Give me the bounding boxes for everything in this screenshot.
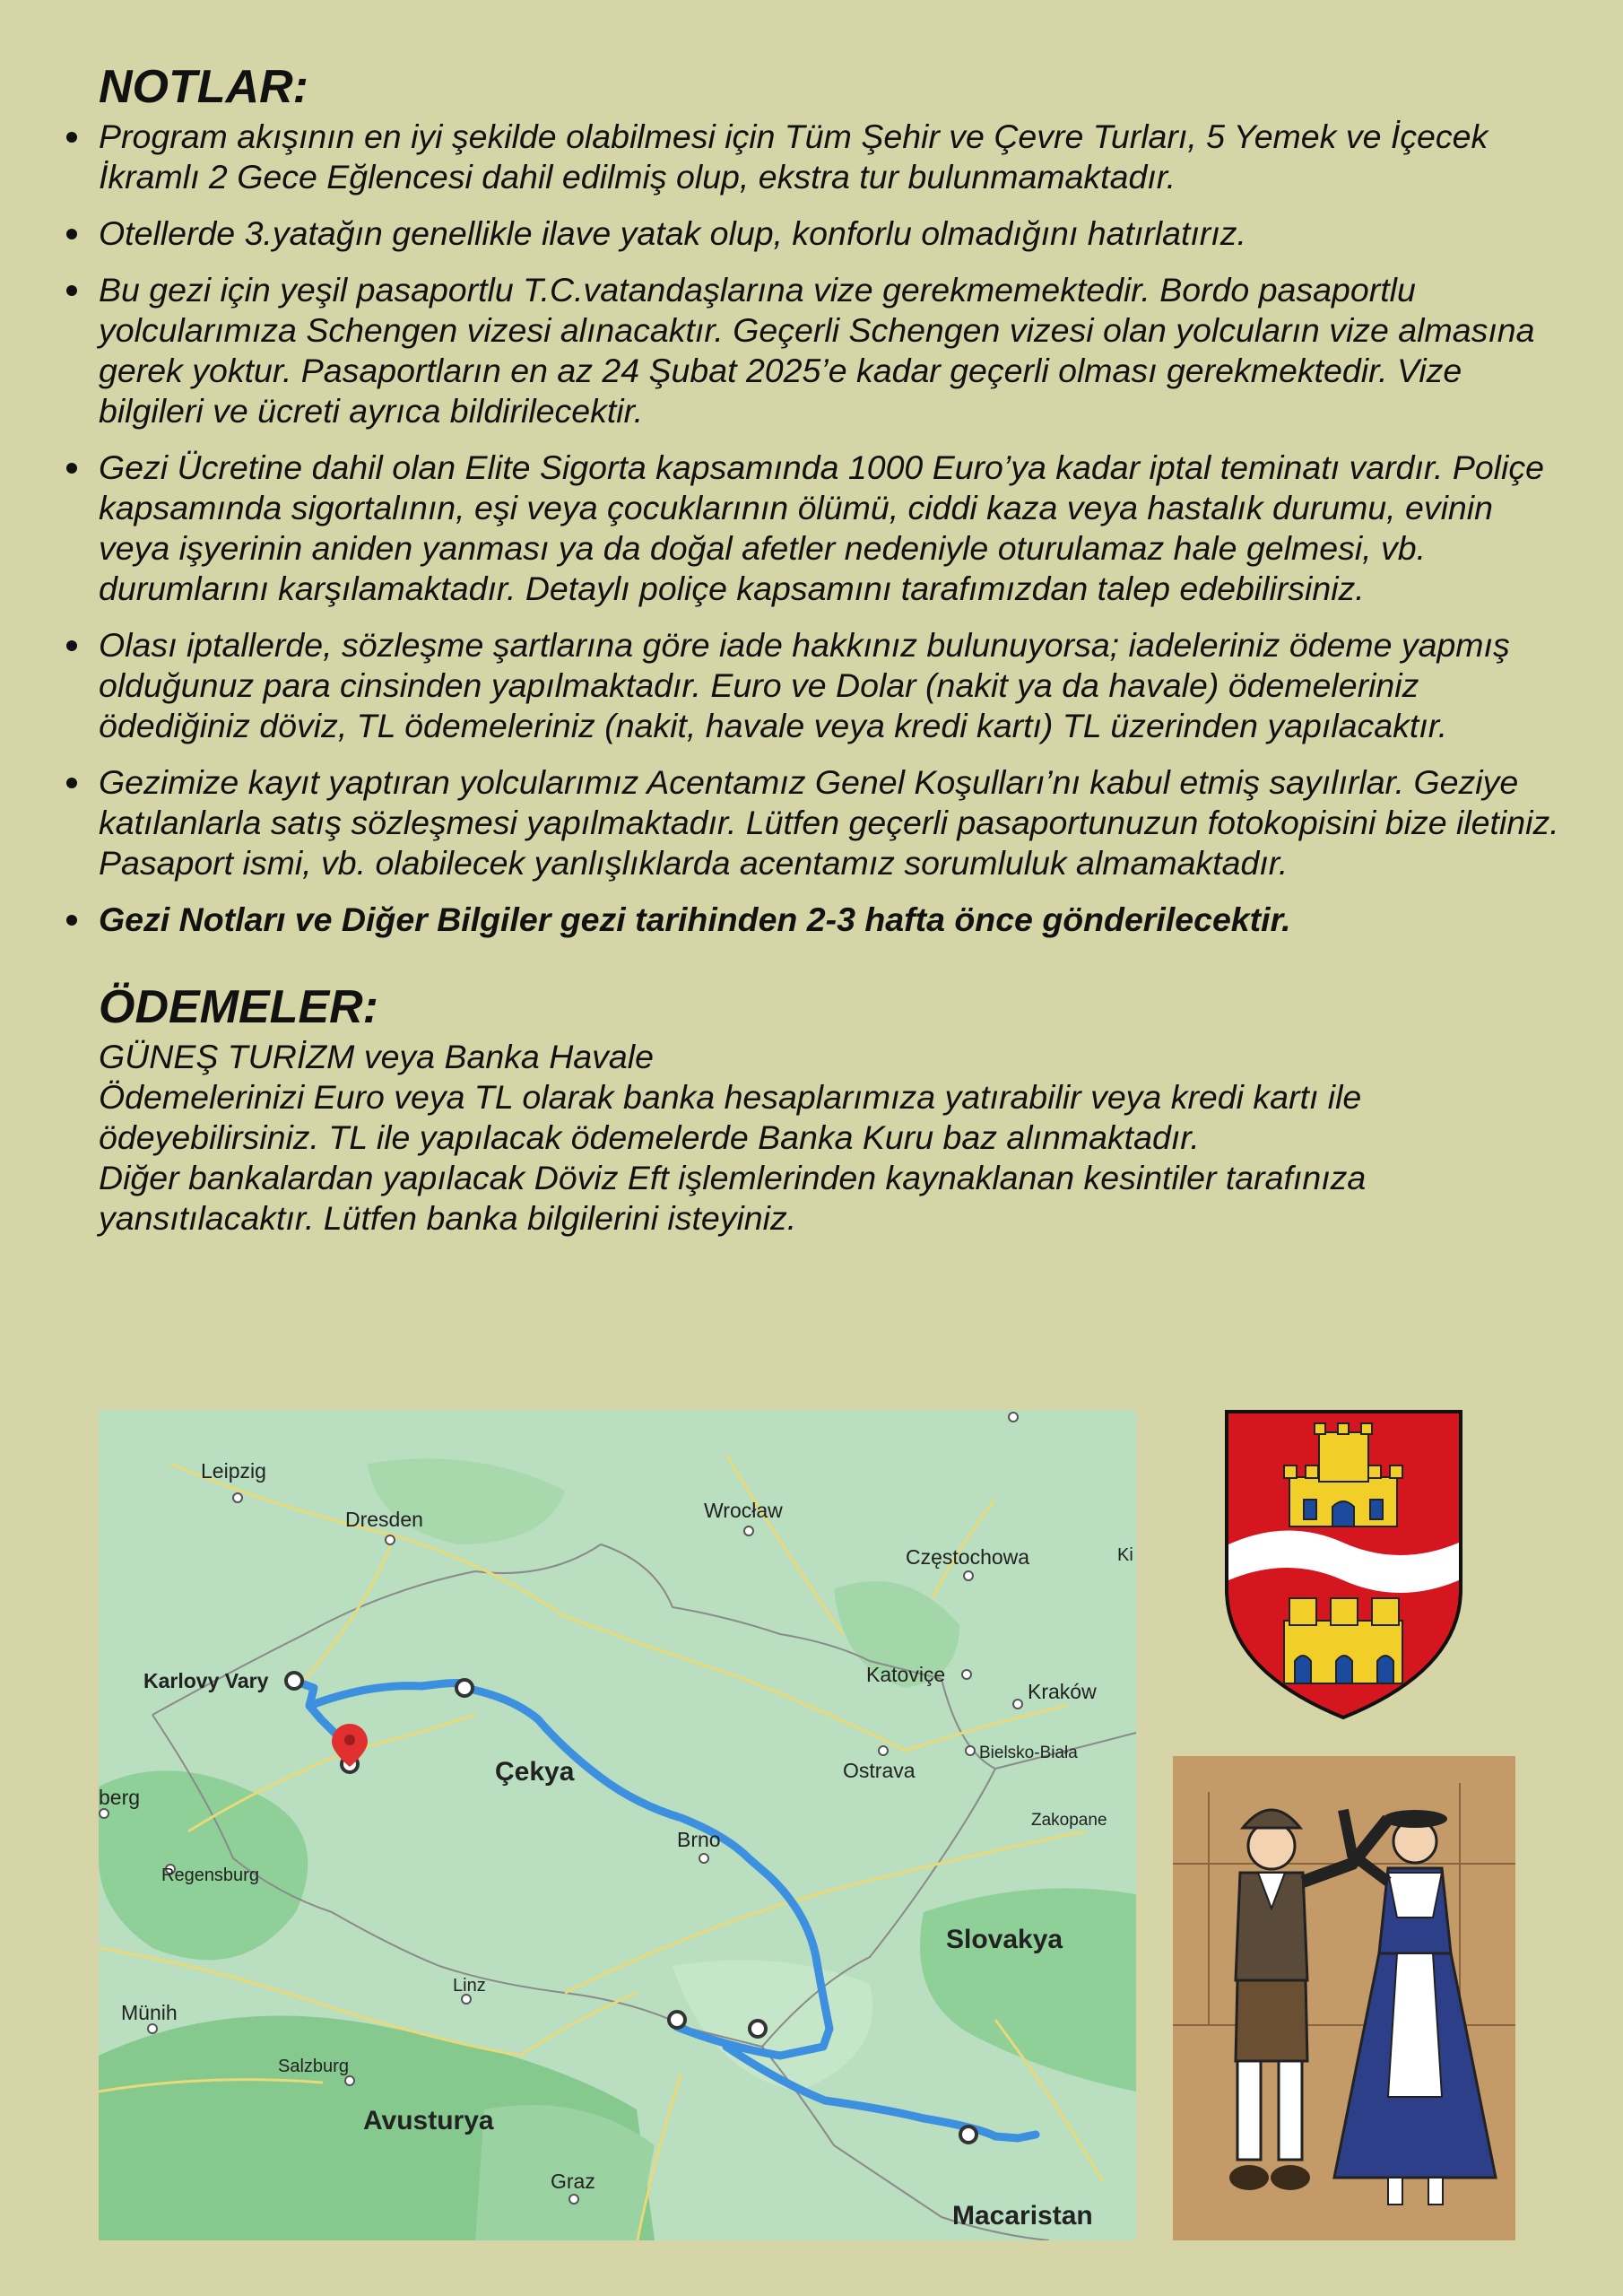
castle-bottom-icon (1284, 1598, 1402, 1683)
country-label: Avusturya (363, 2106, 494, 2135)
main-content (99, 61, 1569, 1239)
route-map (99, 1410, 1136, 2240)
city-label: berg (99, 1786, 141, 1809)
country-label: Çekya (495, 1757, 575, 1787)
payments-body (99, 1037, 1569, 1239)
folk-dancers-illustration (1173, 1756, 1515, 2240)
notes-list (99, 117, 1569, 940)
note-item-bold: Gezi Notları ve Diğer Bilgiler gezi tarihinden 2-3 hafta önce gönderilecektir. (99, 900, 1569, 940)
city-label: Wrocław (704, 1499, 783, 1522)
terrain (99, 1458, 1136, 2240)
note-item: Gezi Ücretine dahil olan Elite Sigorta kapsamında 1000 Euro’ya kadar iptal teminatı vardır. Poliçe kapsamında sigortalının, eşi veya çocuklarının ölümü, ciddi kaza veya hastalık durumu, evinin veya işyerinin aniden yanması ya da doğal afetler nedeniyle oturulamaz hale gelmesi, vb. durumlarını karşılamaktadır. Detaylı poliçe kapsamını tarafımızdan talep edebilirsiniz. (99, 448, 1569, 609)
note-item: Program akışının en iyi şekilde olabilmesi için Tüm Şehir ve Çevre Turları, 5 Yemek ve İçecek İkramlı 2 Gece Eğlencesi dahil edilmiş olup, ekstra tur bulunmamaktadır. (99, 117, 1569, 197)
notes-title: NOTLAR: (99, 61, 308, 113)
payments-line: Diğer bankalardan yapılacak Döviz Eft işlemlerinden kaynaklanan kesintiler tarafınıza yansıtılacaktır. Lütfen banka bilgilerini isteyiniz. (99, 1159, 1367, 1237)
city-label: Leipzig (201, 1459, 266, 1483)
city-label: Münih (121, 2001, 178, 2024)
payments-title: ÖDEMELER: (99, 981, 378, 1033)
payments-line: Ödemelerinizi Euro veya TL olarak banka hesaplarımıza yatırabilir veya kredi kartı ile ödeyebilirsiniz. TL ile yapılacak ödemelerde Banka Kuru baz alınmaktadır. (99, 1078, 1362, 1156)
city-label: Graz (551, 2170, 595, 2193)
city-label: Ostrava (843, 1759, 916, 1782)
city-label: Częstochowa (906, 1545, 1030, 1569)
city-label: Karlovy Vary (143, 1669, 269, 1692)
note-item: Otellerde 3.yatağın genellikle ilave yatak olup, konforlu olmadığını hatırlatırız. (99, 213, 1569, 254)
city-label: Katoviçe (866, 1663, 946, 1686)
city-label: Brno (677, 1828, 721, 1851)
city-label: Zakopane (1031, 1811, 1107, 1830)
note-item: Gezimize kayıt yaptıran yolcularımız Acentamız Genel Koşulları’nı kabul etmiş sayılırlar. Geziye katılanlarla satış sözleşmesi yapılmaktadır. Lütfen geçerli pasaportunuzun fotokopisini bize iletiniz. Pasaport ismi, vb. olabilecek yanlışlıklarda acentamız sorumluluk almamaktadır. (99, 762, 1569, 883)
city-label: Kraków (1028, 1680, 1097, 1703)
city-label: Bielsko-Biała (979, 1744, 1078, 1762)
city-label: Dresden (345, 1508, 423, 1531)
note-item: Bu gezi için yeşil pasaportlu T.C.vatandaşlarına vize gerekmemektedir. Bordo pasaportlu yolcularımıza Schengen vizesi alınacaktır. Geçerli Schengen vizesi olan yolcuların vize almasına gerek yoktur. Pasaportların en az 24 Şubat 2025’e kadar geçerli olması gerekmektedir. Vize bilgileri ve ücreti ayrıca bildirilecektir. (99, 270, 1569, 431)
country-label: Slovakya (946, 1925, 1063, 1954)
country-label: Macaristan (952, 2201, 1093, 2231)
note-item: Olası iptallerde, sözleşme şartlarına göre iade hakkınız bulunuyorsa; iadeleriniz ödeme yapmış olduğunuz para cinsinden yapılmaktadır. Euro ve Dolar (nakit ya da havale) ödemeleriniz ödediğiniz döviz, TL ödemeleriniz (nakit, havale veya kredi kartı) TL üzerinden yapılacaktır. (99, 625, 1569, 746)
location-pin-icon (332, 1724, 368, 1767)
city-label: Ki (1117, 1545, 1133, 1565)
city-label: Salzburg (278, 2057, 349, 2076)
payments-line: GÜNEŞ TURİZM veya Banka Havale (99, 1038, 654, 1075)
coat-of-arms (1225, 1410, 1462, 1719)
city-label: Linz (453, 1976, 486, 1996)
city-label: Regensburg (161, 1866, 259, 1885)
